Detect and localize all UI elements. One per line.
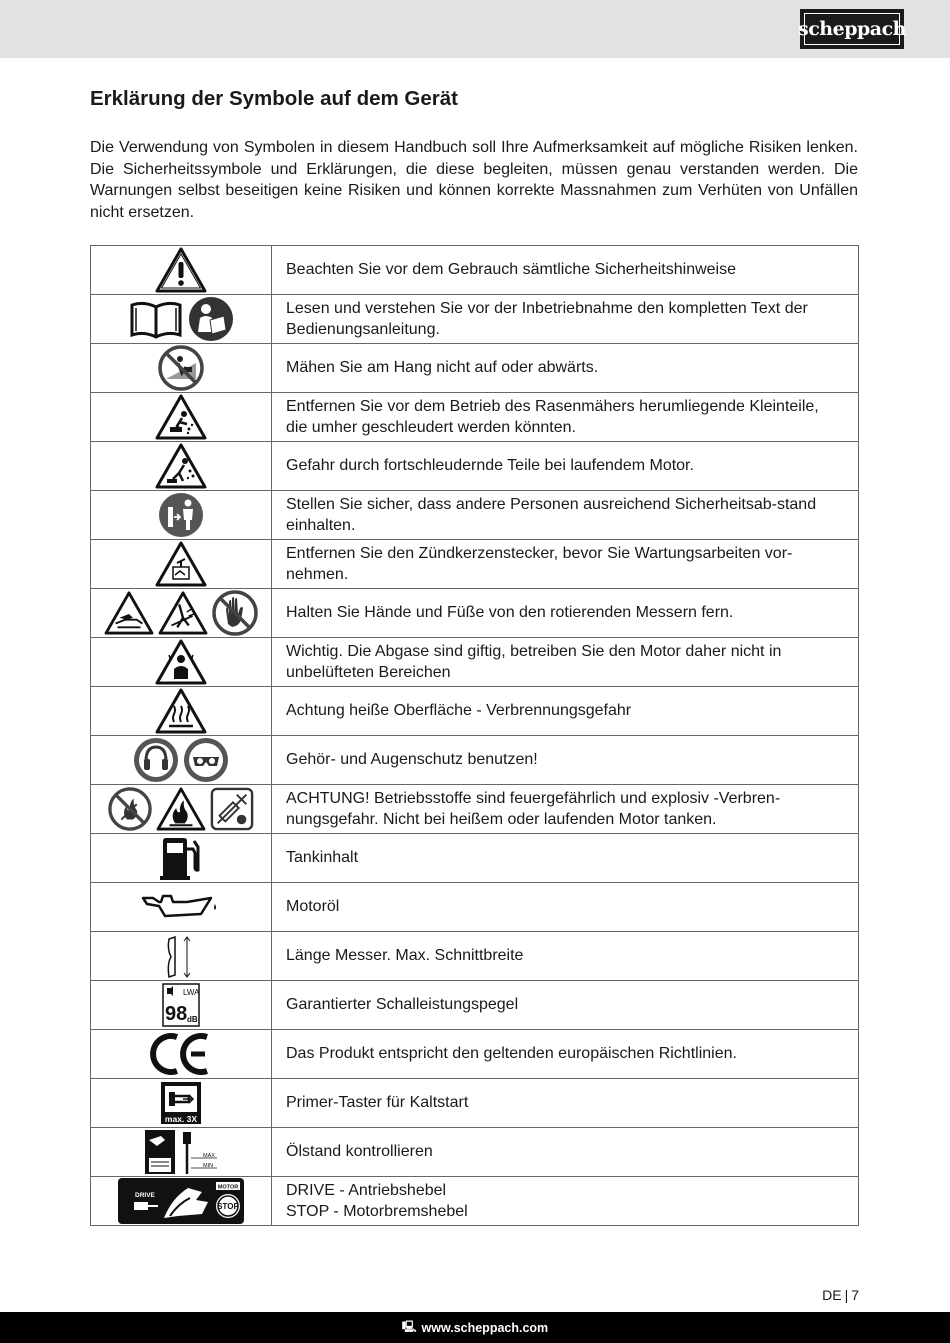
icon-cell [91,393,272,442]
table-row [91,1030,859,1079]
table-row [91,785,859,834]
no-hands-icon [212,590,258,636]
icon-cell [91,638,272,687]
icon-cell [91,1128,272,1177]
row-text-line: DRIVE - Antriebshebel STOP - Motorbremshebel [286,1181,468,1220]
icon-cell [91,736,272,785]
row-text: Länge Messer. Max. Schnittbreite [272,932,859,981]
table-row [91,687,859,736]
header-bar [0,0,950,58]
row-text: Entfernen Sie den Zündkerzenstecker, bevor Sie Wartungsarbeiten vor-nehmen. [272,540,859,589]
page-number-value: 7 [851,1287,859,1303]
oil-max-label: MAX [203,1153,215,1159]
website-link[interactable]: www.scheppach.com [421,1320,549,1335]
sound-power-level-icon [161,982,201,1028]
blade-length-icon [161,933,201,979]
row-text [272,1177,859,1226]
icon-cell [91,1079,272,1128]
row-text: Wichtig. Die Abgase sind giftig, betreiben Sie den Motor daher nicht in unbelüfteten Bereichen [272,638,859,687]
row-text: Entfernen Sie vor dem Betrieb des Rasenmähers herumliegende Kleinteile, die umher geschleudert werden könnten. [272,393,859,442]
row-text: Motoröl [272,883,859,932]
icon-cell [91,589,272,638]
icon-cell [91,1030,272,1079]
icon-cell [91,981,272,1030]
page-number [822,1287,859,1303]
drive-stop-lever-icon [118,1178,244,1224]
table-row [91,1128,859,1177]
icon-cell [91,344,272,393]
stop-label: STOP [217,1202,239,1211]
hand-blade-warning-icon [104,591,154,635]
oil-min-label: MIN [203,1163,214,1169]
toxic-fumes-warning-icon [155,639,207,685]
icon-cell [91,785,272,834]
fuel-pump-icon [159,835,203,881]
icon-cell [91,883,272,932]
row-text: Primer-Taster für Kaltstart [272,1079,859,1128]
row-text: Stellen Sie sicher, dass andere Personen ausreichend Sicherheitsab-stand einhalten. [272,491,859,540]
row-text: ACHTUNG! Betriebsstoffe sind feuergefährlich und explosiv -Verbren-nungsgefahr. Nicht bei heißem oder laufenden Motor tanken. [272,785,859,834]
spark-plug-warning-icon [155,541,207,587]
icon-cell [91,442,272,491]
primer-max-label: max. 3X [164,1114,198,1124]
ce-mark-icon [150,1032,212,1076]
brand-logo-text: scheppach [804,13,900,45]
table-row [91,736,859,785]
primer-button-icon [159,1080,203,1126]
row-text: Mähen Sie am Hang nicht auf oder abwärts. [272,344,859,393]
footer-bar [0,1312,950,1343]
oil-level-check-icon [143,1128,219,1176]
table-row [91,344,859,393]
table-row [91,393,859,442]
row-text: Garantierter Schalleistungspegel [272,981,859,1030]
row-text: Tankinhalt [272,834,859,883]
read-manual-icon [188,296,234,342]
table-row [91,540,859,589]
flying-parts-warning-icon [155,443,207,489]
debris-warning-icon [155,394,207,440]
icon-cell [91,687,272,736]
icon-cell [91,834,272,883]
eye-protection-icon [183,737,229,783]
table-row [91,295,859,344]
keep-distance-icon [158,492,204,538]
warning-triangle-icon [155,247,207,293]
table-row [91,1079,859,1128]
table-row [91,491,859,540]
table-row [91,932,859,981]
hot-surface-warning-icon [155,688,207,734]
table-row [91,981,859,1030]
row-text: Achtung heiße Oberfläche - Verbrennungsgefahr [272,687,859,736]
icon-cell [91,491,272,540]
no-slope-mowing-icon [158,345,204,391]
sound-unit-label: dB [187,1015,198,1024]
sound-lwa-label: LWA [183,988,200,997]
intro-paragraph: Die Verwendung von Symbolen in diesem Handbuch soll Ihre Aufmerksamkeit auf mögliche Risiken lenken. Die Sicherheitssymbole und Erklärungen, die diese begleiten, müssen genau verstanden werden. Die Warnungen selbst beseitigen keine Risiken und können korrekte Massnahmen zum Verhüten von Unfällen nicht ersetzen. [90,139,858,221]
table-row [91,1177,859,1226]
row-text: Halten Sie Hände und Füße von den rotierenden Messern fern. [272,589,859,638]
row-text: Lesen und verstehen Sie vor der Inbetriebnahme den kompletten Text der Bedienungsanleitung. [272,295,859,344]
language-code: DE [822,1287,842,1303]
icon-cell [91,932,272,981]
icon-cell [91,295,272,344]
flammable-warning-icon [156,787,206,831]
foot-blade-warning-icon [158,591,208,635]
row-text: Ölstand kontrollieren [272,1128,859,1177]
open-book-icon [128,297,184,341]
drive-label: DRIVE [135,1192,155,1199]
table-row [91,246,859,295]
table-row [91,834,859,883]
icon-cell [91,246,272,295]
no-open-flame-icon [108,787,152,831]
page-title: Erklärung der Symbole auf dem Gerät [90,87,458,110]
ear-protection-icon [133,737,179,783]
table-row [91,589,859,638]
refuel-engine-off-icon [210,787,254,831]
row-text: Gefahr durch fortschleudernde Teile bei laufendem Motor. [272,442,859,491]
symbol-table [90,245,859,1226]
table-row [91,442,859,491]
page-separator: | [844,1287,849,1303]
row-text: Beachten Sie vor dem Gebrauch sämtliche Sicherheitshinweise [272,246,859,295]
row-text: Das Produkt entspricht den geltenden europäischen Richtlinien. [272,1030,859,1079]
motor-label: MOTOR [217,1184,239,1191]
icon-cell [91,540,272,589]
monitor-icon: 🖳 [401,1321,417,1333]
brand-logo [800,9,904,49]
sound-level-value: 98 [165,1003,188,1025]
table-row [91,638,859,687]
oil-can-icon [141,890,221,924]
row-text: Gehör- und Augenschutz benutzen! [272,736,859,785]
table-row [91,883,859,932]
icon-cell [91,1177,272,1226]
